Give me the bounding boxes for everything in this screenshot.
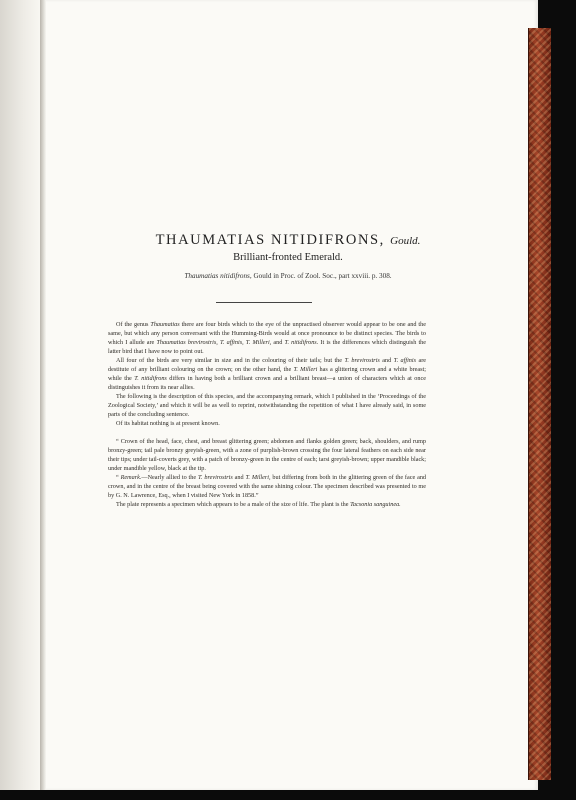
paragraph: All four of the birds are very similar in size and in the colouring of their tails; but the T. brevirostris and T. affinis are destitute of any brilliant colouring on the crown; on the other hand, the T. Milleri has a glittering crown and a white breast; while the T. nitidifrons differs in having both a brilliant crown and a brilliant breast—a union of characters which at once distinguishes it from its near allies.	[108, 357, 427, 391]
synonymy-name: Thaumatias nitidifrons,	[184, 272, 252, 280]
paragraph: The following is the description of this species, and the accompanying remark, which I published in the ‘Proceedings of the Zoological Society,’ and which it will be as well to reprint, notwithstanding the repetition of what I have already said, in some parts of the concluding sentence.	[108, 393, 426, 418]
synonymy-citation: Gould in Proc. of Zool. Soc., part xxviii. p. 308.	[253, 272, 392, 280]
species-title	[0, 232, 576, 249]
page-gutter-shadow	[40, 0, 46, 790]
paragraph: Of its habitat nothing is at present known.	[116, 420, 220, 427]
synonymy-line	[0, 272, 576, 280]
common-name: Brilliant-fronted Emerald.	[233, 252, 343, 263]
paragraph: “ Crown of the head, face, chest, and breast glittering green; abdomen and flanks golden green; back, shoulders, and rump bronzy-green; tail pale bronzy greyish-green, with a zone of purplish-brown crossing the four lateral feathers on each side near their tips; under tail-coverts grey, with a patch of bronzy-green in the centre of each; tarsi greyish-brown; upper mandible black; under mandible yellow, black at the tip.	[108, 438, 426, 472]
paragraph: Of the genus Thaumatias there are four birds which to the eye of the unpractised observer would appear to be one and the same, but which any person conversant with the Humming-Birds would at once pronounce to be distinct species. The birds to which I allude are Thaumatias brevirostris, T. affinis, T. Milleri, and T. nitidifrons. It is the differences which distinguish the latter bird that I have now to point out.	[108, 321, 427, 355]
book-binding-edge	[528, 28, 551, 780]
species-author: Gould.	[390, 235, 421, 247]
paragraph: The plate represents a specimen which appears to be a male of the size of life. The plant is the Tacsonia sanguinea.	[116, 501, 401, 508]
species-name: THAUMATIAS NITIDIFRONS,	[155, 232, 385, 248]
paragraph: “ Remark.—Nearly allied to the T. brevirostris and T. Milleri, but differing from both in the glittering green of the face and crown, and in the centre of the breast being covered with the same shining colour. The specimen described was presented to me by G. N. Lawrence, Esq., when I visited New York in 1858.”	[108, 474, 427, 499]
separator-rule	[216, 302, 312, 303]
page-gutter	[0, 0, 41, 790]
body-text	[108, 320, 426, 428]
species-description	[108, 437, 426, 509]
